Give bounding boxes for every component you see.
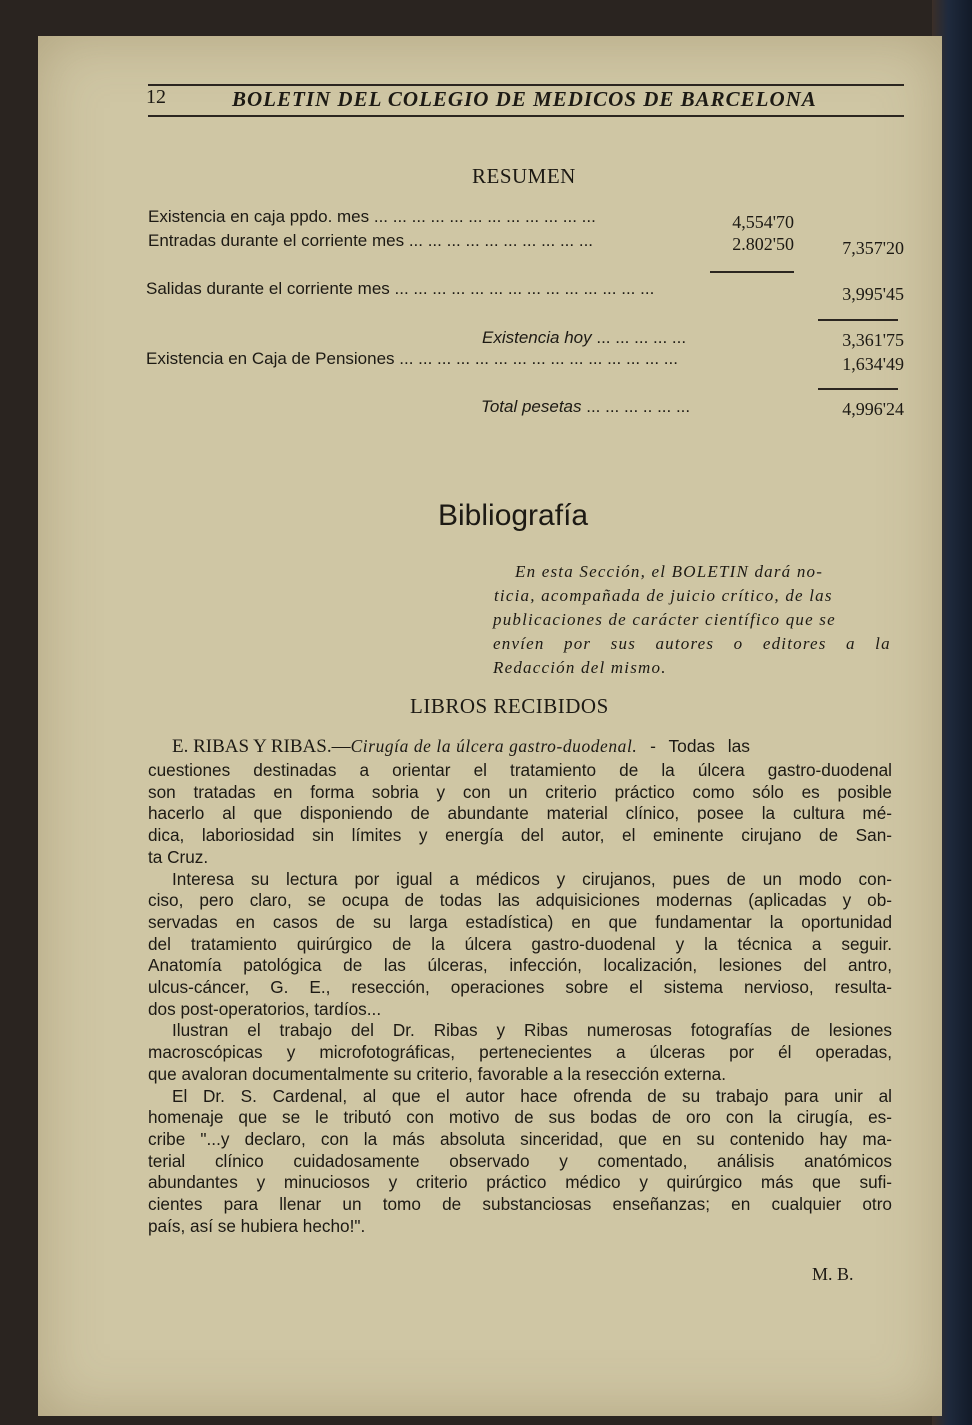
review-line: del tratamiento quirúrgico de la úlcera gastro-duodenal y la técnica a seguir. bbox=[148, 933, 892, 954]
resumen-heading: RESUMEN bbox=[472, 164, 576, 188]
review-first-line bbox=[172, 736, 750, 758]
row-label: Existencia en Caja de Pensiones bbox=[146, 349, 395, 368]
row-total: 3,361'75 bbox=[842, 330, 904, 350]
note-line: ticia, acompañada de juicio crítico, de las bbox=[494, 586, 833, 605]
review-book-title: Cirugía de la úlcera gastro-duodenal. bbox=[350, 736, 638, 756]
row-total: 4,996'24 bbox=[842, 399, 904, 419]
review-line: servadas en casos de su larga estadística) en que fundamentar la oportunidad bbox=[148, 911, 892, 932]
review-line: terial clínico cuidadosamente observado y comentado, análisis anatómicos bbox=[148, 1150, 892, 1171]
header-top-rule bbox=[148, 84, 904, 86]
bibliografia-heading: Bibliografía bbox=[438, 499, 589, 532]
review-line: país, así se hubiera hecho!". bbox=[148, 1215, 366, 1236]
note-line: publicaciones de carácter científico que se bbox=[493, 610, 836, 629]
sum-rule bbox=[818, 319, 898, 321]
note-line: envíen por sus autores o editores a la bbox=[493, 634, 891, 653]
review-line: cuestiones destinadas a orientar el tratamiento de la úlcera gastro-duodenal bbox=[148, 760, 892, 780]
running-title: BOLETIN DEL COLEGIO DE MEDICOS DE BARCELONA bbox=[232, 87, 817, 111]
sum-rule bbox=[818, 388, 898, 390]
row-value: 2.802'50 bbox=[732, 234, 794, 254]
review-line: cribe "...y declaro, con la más absoluta sinceridad, que en su contenido hay ma- bbox=[148, 1128, 892, 1149]
header-bottom-rule bbox=[148, 115, 904, 117]
page-number: 12 bbox=[146, 86, 166, 108]
row-caja-pensiones bbox=[146, 349, 678, 369]
review-line: El Dr. S. Cardenal, al que el autor hace ofrenda de su trabajo para unir al bbox=[172, 1085, 892, 1106]
leader-dots: ... ... ... ... ... ... ... ... ... ... bbox=[404, 231, 594, 250]
review-line: ulcus-cáncer, G. E., resección, operaciones sobre el sistema nervioso, resulta- bbox=[148, 977, 892, 997]
libros-heading: LIBROS RECIBIDOS bbox=[410, 694, 609, 718]
leader-dots: ... ... ... ... ... ... ... ... ... ... ... ... ... ... ... bbox=[394, 349, 678, 368]
leader-dots: ... ... ... ... ... bbox=[591, 328, 687, 347]
review-line: son tratadas en forma sobria y con un criterio práctico como sólo es posible bbox=[148, 781, 892, 802]
review-line: Ilustran el trabajo del Dr. Ribas y Ribas numerosas fotografías de lesiones bbox=[172, 1020, 892, 1041]
review-line: homenaje que se le tributó con motivo de sus bodas de oro con la cirugía, es- bbox=[148, 1107, 892, 1128]
row-entradas bbox=[148, 231, 593, 251]
review-line: hacerlo al que disponiendo de abundante material clínico, posee la cultura mé- bbox=[148, 803, 892, 824]
review-line: abundantes y minuciosos y criterio práctico médico y quirúrgico más que sufi- bbox=[148, 1172, 892, 1193]
row-total-pesetas bbox=[481, 397, 690, 417]
document-page bbox=[38, 36, 942, 1416]
row-total: 3,995'45 bbox=[842, 284, 904, 304]
sum-rule bbox=[710, 271, 794, 273]
review-line: cientes para llenar un tomo de substanciosas enseñanzas; en cualquier otro bbox=[148, 1194, 892, 1214]
review-line: Interesa su lectura por igual a médicos y cirujanos, pues de un modo con- bbox=[172, 868, 892, 889]
note-line: Redacción del mismo. bbox=[493, 658, 667, 677]
leader-dots: ... ... ... ... ... ... ... ... ... ... ... ... bbox=[369, 207, 596, 226]
row-label: Total pesetas bbox=[481, 397, 582, 416]
note-line: En esta Sección, el BOLETIN dará no- bbox=[515, 562, 824, 581]
row-label: Salidas durante el corriente mes bbox=[146, 279, 390, 298]
row-label: Existencia en caja ppdo. mes bbox=[148, 207, 370, 226]
review-signature: M. B. bbox=[812, 1264, 854, 1284]
review-line: que avaloran documentalmente su criterio, favorable a la resección externa. bbox=[148, 1063, 727, 1084]
review-author: E. RIBAS Y RIBAS.— bbox=[172, 736, 351, 757]
review-text: - Todas las bbox=[637, 736, 750, 756]
review-line: dica, laboriosidad sin límites y energía del autor, el eminente cirujano de San- bbox=[148, 825, 892, 846]
leader-dots: ... ... ... ... ... ... ... ... ... ... ... ... ... ... bbox=[389, 279, 655, 298]
row-existencia-caja bbox=[148, 207, 596, 227]
review-line: dos post-operatorios, tardíos... bbox=[148, 998, 382, 1019]
row-label: Entradas durante el corriente mes bbox=[148, 231, 405, 250]
review-line: ciso, pero claro, se ocupa de todas las adquisiciones modernas (aplicadas y ob- bbox=[148, 890, 892, 911]
row-existencia-hoy bbox=[482, 328, 686, 348]
leader-dots: ... ... ... .. ... ... bbox=[581, 397, 691, 416]
review-line: Anatomía patológica de las úlceras, infección, localización, lesiones del antro, bbox=[148, 955, 892, 976]
row-value: 4,554'70 bbox=[732, 212, 794, 232]
row-label: Existencia hoy bbox=[482, 328, 592, 347]
review-line: ta Cruz. bbox=[148, 846, 209, 867]
row-total: 1,634'49 bbox=[842, 354, 904, 374]
row-total: 7,357'20 bbox=[842, 238, 904, 258]
row-salidas bbox=[146, 279, 654, 299]
review-line: macroscópicas y microfotográficas, pertenecientes a úlceras por él operadas, bbox=[148, 1042, 892, 1063]
